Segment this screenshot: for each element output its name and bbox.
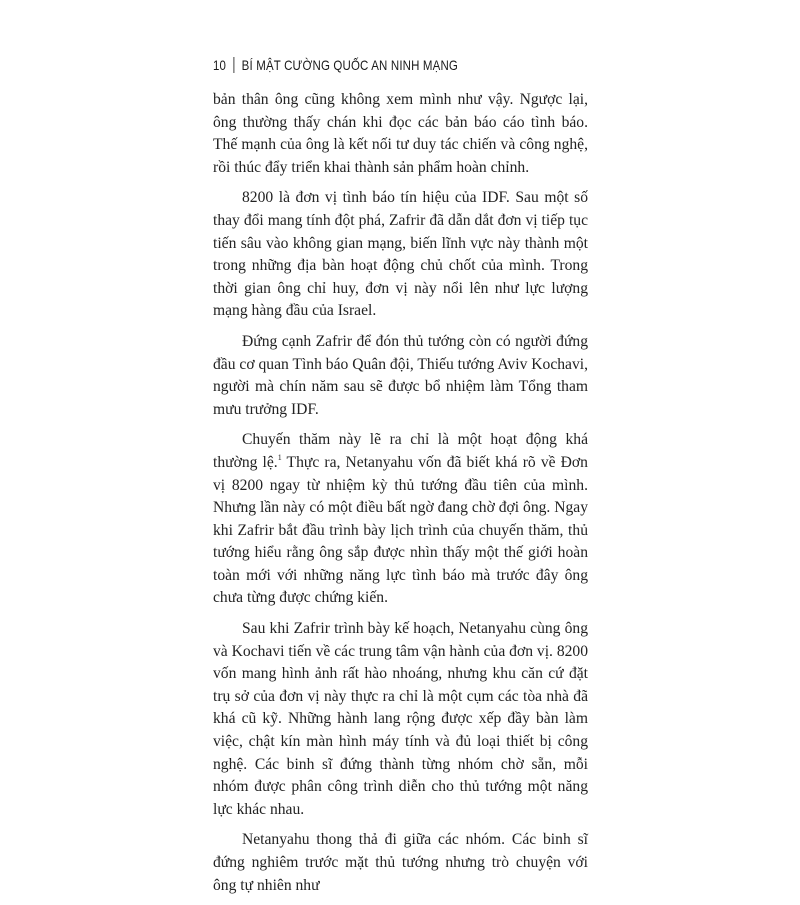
paragraph: Netanyahu thong thả đi giữa các nhóm. Các binh sĩ đứng nghiêm trước mặt thủ tướng nhưng trò chuyện với ông tự nhiên như: [213, 831, 588, 894]
page-number: 10: [213, 57, 227, 73]
paragraph-text: Chuyến thăm này lẽ ra chỉ là một hoạt động khá thường lệ.: [213, 431, 588, 471]
paragraph: Sau khi Zafrir trình bày kế hoạch, Netanyahu cùng ông và Kochavi tiến về các trung tâm vận hành của đơn vị. 8200 vốn mang hình ảnh rất hào nhoáng, nhưng khu căn cứ đặt trụ sở của đơn vị này thực ra chỉ là một cụm các tòa nhà đã khá cũ kỹ. Những hành lang rộng được xếp đầy bàn làm việc, chật kín màn hình máy tính và đủ loại thiết bị công nghệ. Các binh sĩ đứng thành từng nhóm chờ sẵn, mỗi nhóm được phân công trình diễn cho thủ tướng một năng lực khác nhau.: [213, 620, 589, 818]
paragraph: Đứng cạnh Zafrir để đón thủ tướng còn có người đứng đầu cơ quan Tình báo Quân đội, Thiếu tướng Aviv Kochavi, người mà chín năm sau sẽ được bổ nhiệm làm Tổng tham mưu trưởng IDF.: [213, 332, 588, 418]
book-title: BÍ MẬT CƯỜNG QUỐC AN NINH MẠNG: [241, 57, 459, 73]
running-header: [213, 57, 458, 73]
body-text: [213, 89, 588, 905]
header-divider: [233, 57, 234, 73]
paragraph: 8200 là đơn vị tình báo tín hiệu của IDF. Sau một số thay đổi mang tính đột phá, Zafrir đã dẫn dắt đơn vị tiếp tục tiến sâu vào không gian mạng, biến lĩnh vực này thành một trong những địa bàn hoạt động chủ chốt của mình. Trong thời gian ông chỉ huy, đơn vị này nổi lên như lực lượng mạng hàng đầu của Israel.: [213, 189, 588, 320]
footnote-marker[interactable]: 1: [277, 452, 282, 462]
paragraph-with-footnote: [213, 429, 588, 610]
paragraph-text: Thực ra, Netanyahu vốn đã biết khá rõ về Đơn vị 8200 ngay từ nhiệm kỳ thủ tướng đầu tiên của mình. Nhưng lần này có một điều bất ngờ đang chờ đợi ông. Ngay khi Zafrir bắt đầu trình bày lịch trình của chuyến thăm, thủ tướng hiểu rằng ông sắp được nhìn thấy một thế giới hoàn toàn mới với những năng lực tình báo mà trước đây ông chưa từng được chứng kiến.: [213, 453, 588, 607]
paragraph-continued: bản thân ông cũng không xem mình như vậy. Ngược lại, ông thường thấy chán khi đọc các bản báo cáo tình báo. Thế mạnh của ông là kết nối tư duy tác chiến và công nghệ, rồi thúc đẩy triển khai thành sản phẩm hoàn chỉnh.: [213, 91, 588, 176]
